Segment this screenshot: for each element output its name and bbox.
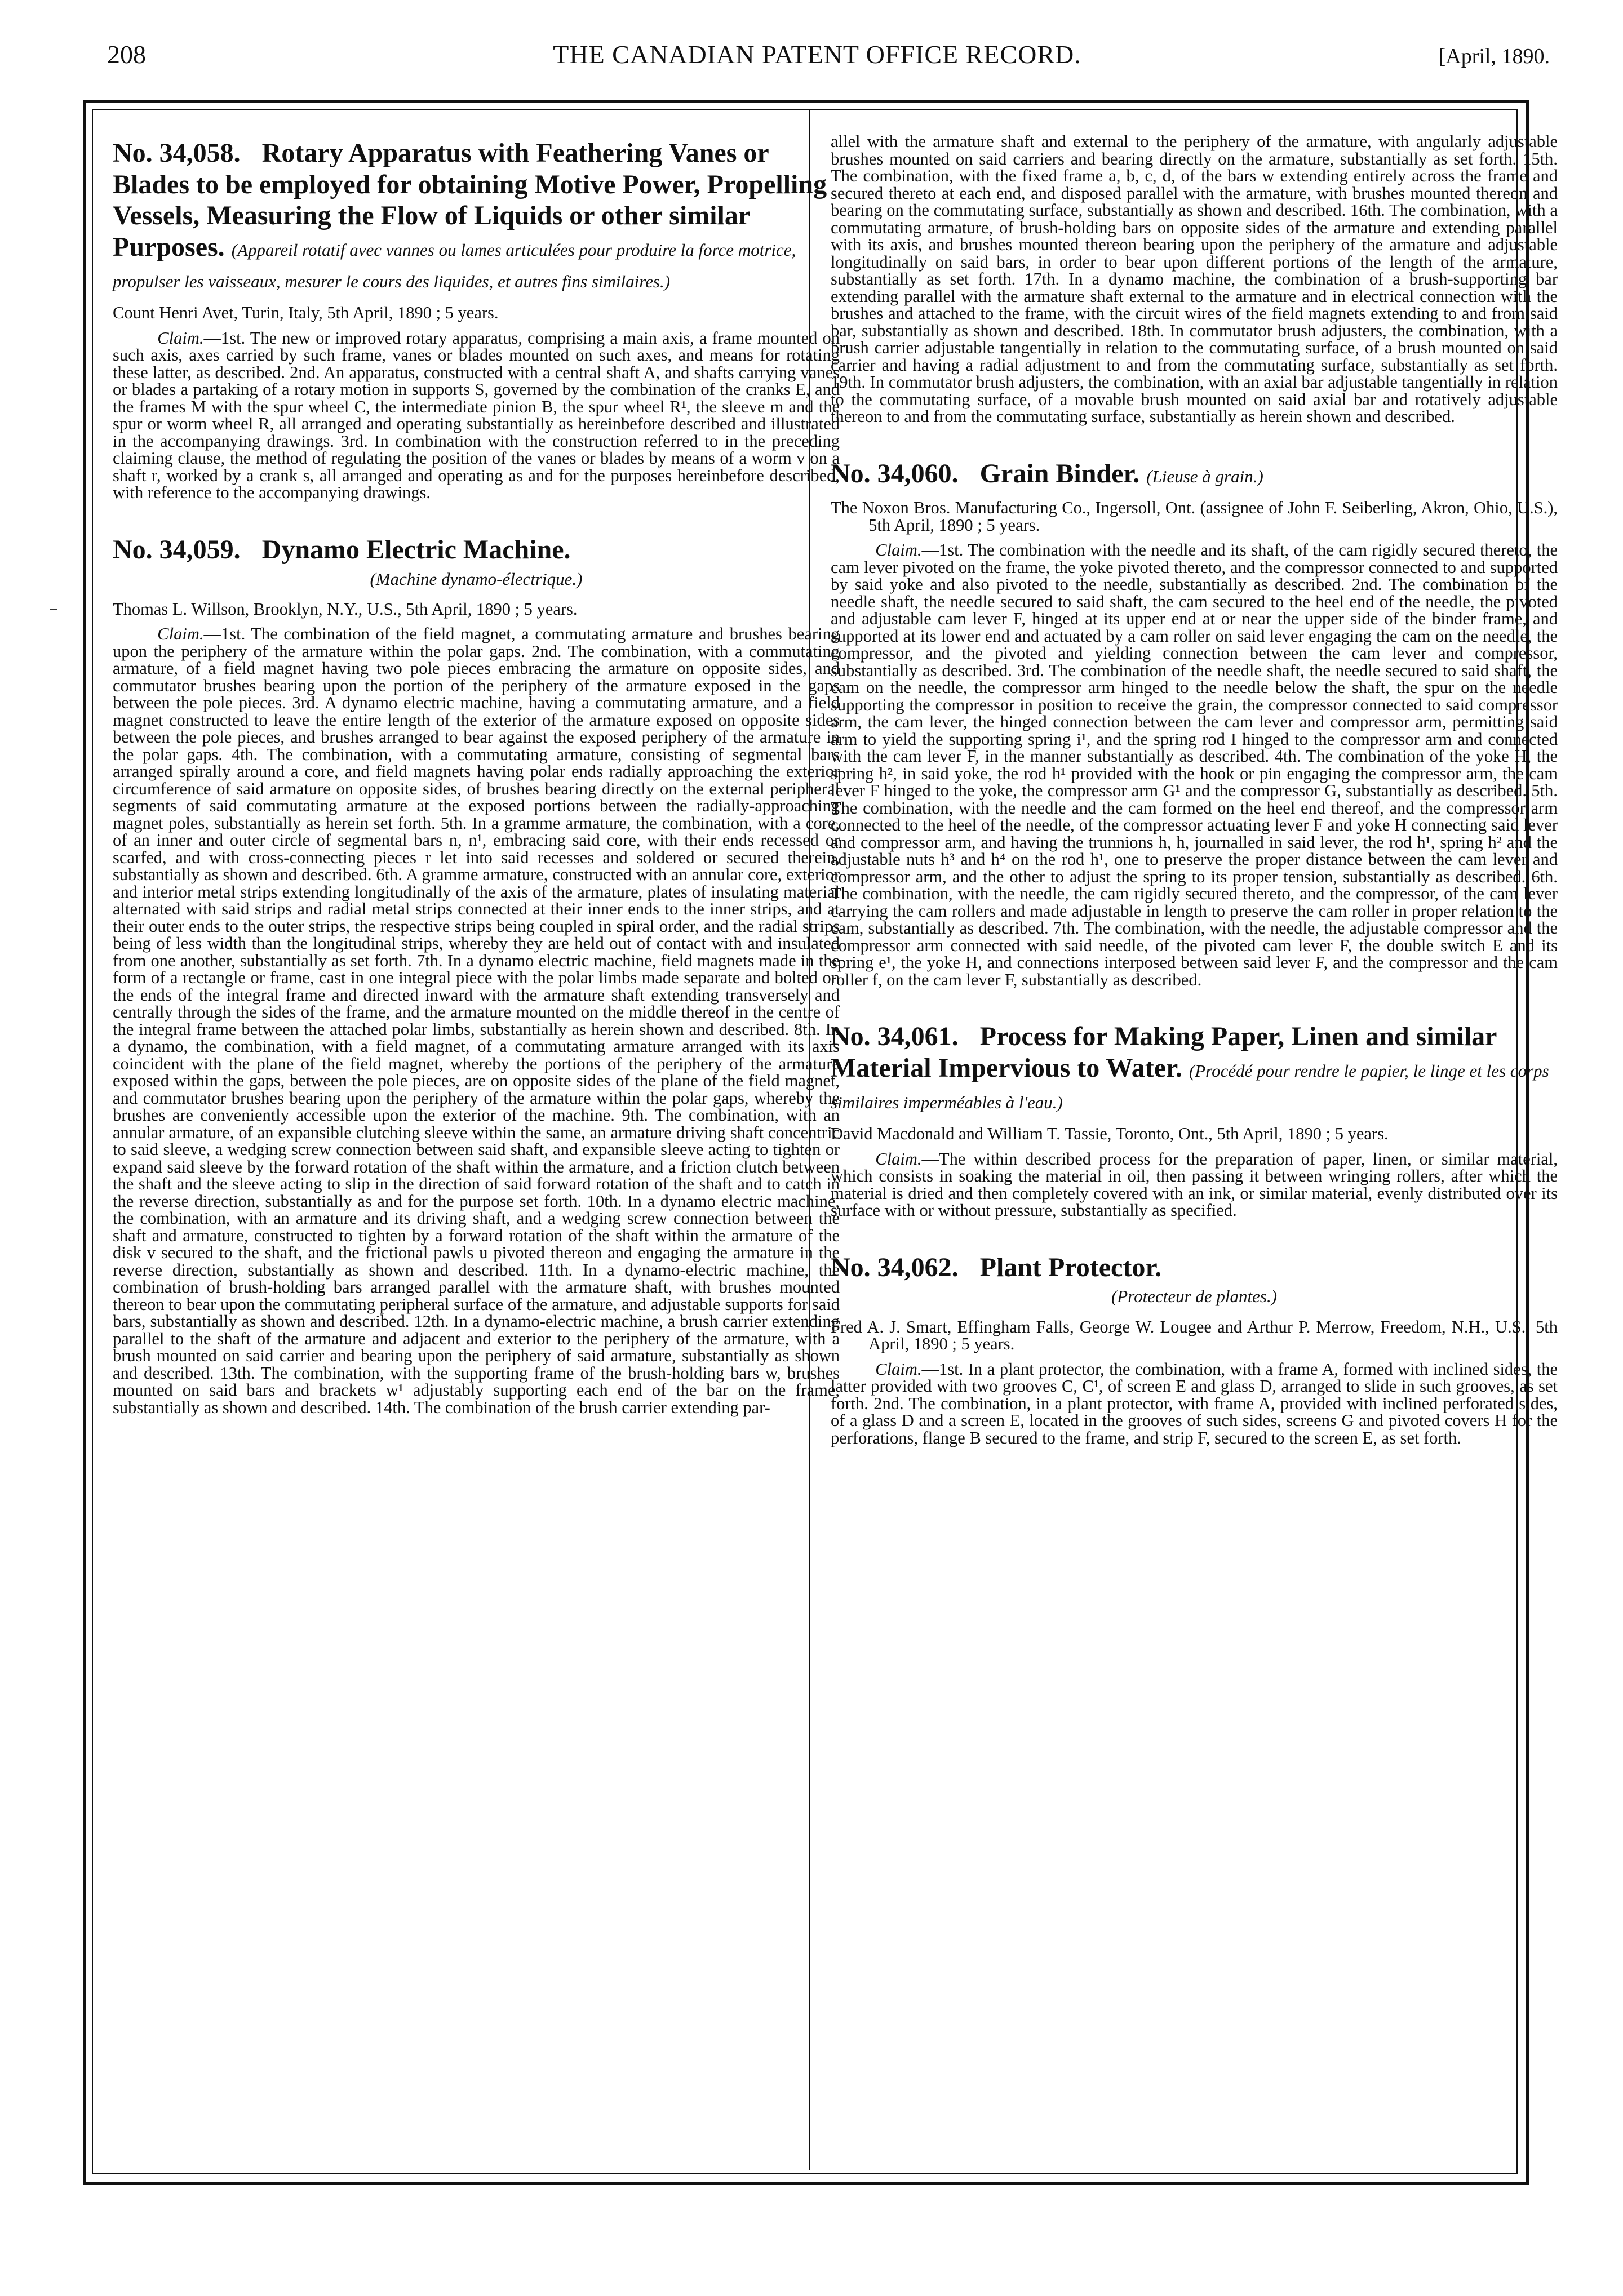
french-title: (Lieuse à grain.) [1146,466,1263,486]
running-head [85,39,1550,85]
entry-heading [831,1021,1558,1115]
right-column [831,133,1558,1446]
patent-number: No. 34,059. [113,534,241,565]
patent-title: Dynamo Electric Machine. [261,534,571,565]
claim-paragraph [831,541,1558,988]
applicant: Count Henri Avet, Turin, Italy, 5th April, 1890 ; 5 years. [113,303,499,323]
french-title: (Machine dynamo-électrique.) [370,569,583,589]
patent-number: No. 34,061. [831,1022,959,1052]
claim-label: Claim. [157,328,204,348]
french-title: (Procédé pour rendre le papier, le linge et les corps similaires imperméables à l'eau.) [831,1060,1549,1112]
issue-date: [April, 1890. [1438,45,1550,68]
claim-text: —1st. The new or improved rotary apparatus, comprising a main axis, a frame mounted on such axis, axes carried by such frame, vanes or blades mounted on such axes, and means for rotating these latter, as described. 2nd. An apparatus, constructed with a central shaft A, and shafts carrying vanes or blades a partaking of a rotary motion in supports S, governed by the combination of the cranks E, and the frames M with the spur wheel C, the intermediate pinion B, the spur wheel R¹, the sleeve m and the spur or worm wheel R, all arranged and operating substantially as hereinbefore described and illustrated in the accompanying drawings. 3rd. In combination with the construction referred to in the preceding claiming clause, the method of regulating the position of the vanes or blades by means of a worm v on a shaft r, worked by a crank s, all arranged and operating as and for the purposes hereinbefore described, with reference to the accompanying drawings. [113,328,840,503]
claim-label: Claim. [875,1149,922,1169]
claim-paragraph [113,625,840,1416]
patent-entry-34058 [113,137,840,501]
applicant: The Noxon Bros. Manufacturing Co., Ingersoll, Ont. (assignee of John F. Seiberling, Akron, Ohio, U.S.), 5th April, 1890 ; 5 years. [831,498,1558,535]
patent-title: Rotary Apparatus with Feathering Vanes or Blades to be employed for obtaining Motive Power, Propelling Vessels, Measuring the Flow of Liquids or other similar Purposes. [113,138,827,263]
entry-heading [113,534,840,566]
french-title: (Appareil rotatif avec vannes ou lames articulées pour produire la force motrice, propulser les vaisseaux, mesurer le cours des liquides, et autres fins similaires.) [113,240,796,291]
patent-entry-34062 [831,1252,1558,1446]
patent-entry-34060 [831,458,1558,989]
claim-paragraph [831,1151,1558,1219]
patent-title: Grain Binder. [979,458,1140,488]
french-title: (Protecteur de plantes.) [1111,1286,1278,1307]
patent-number: No. 34,062. [831,1252,959,1282]
patent-title: Plant Protector. [979,1252,1162,1282]
applicant: David Macdonald and William T. Tassie, Toronto, Ont., 5th April, 1890 ; 5 years. [831,1124,1389,1144]
claim-label: Claim. [875,1359,922,1379]
applicant: Thomas L. Willson, Brooklyn, N.Y., U.S., 5th April, 1890 ; 5 years. [113,599,578,619]
left-column [113,133,840,1416]
claim-text: —1st. The combination with the needle and its shaft, of the cam rigidly secured thereto, the cam lever pivoted on the frame, the yoke pivoted thereto, and the compressor connected to and supported by said yoke and also pivoted to the needle, substantially as described. 2nd. The combination of the needle shaft, the needle secured to said shaft, the cam secured to the heel end of the needle, the pivoted and adjustable cam lever F, hinged at its upper end at or near the upper side of the binder frame, and supported at its lower end and actuated by a cam roller on said lever engaging the cam on the needle, the compressor, and the pivoted and yielding connection between the cam lever and compressor, substantially as described. 3rd. The combination of the needle shaft, the needle secured to said shaft, the cam on the needle, the compressor arm hinged to the needle below the shaft, the spur on the needle supporting the compressor in position to receive the grain, the compressor connected to said compressor arm, the cam lever, the hinged connection between the cam lever and compressor arm, permitting said arm to yield the supporting spring i¹, and the spring rod I hinged to the compressor arm and connected with the cam lever F, in the manner substantially as described. 4th. The combination of the yoke H, the spring h², in said yoke, the rod h¹ provided with the hook or pin engaging the compressor arm, the cam lever F hinged to the yoke, the compressor arm G¹ and the compressor G, substantially as described. 5th. The combination, with the needle and the cam formed on the heel end thereof, and the compressor arm connected to the heel of the needle, of the compressor actuating lever F and yoke H connecting said lever and compressor arm, and having the trunnions h, h, journalled in said lever, the rod h¹, spring h² and the adjustable nuts h³ and h⁴ on the rod h¹, one to preserve the proper distance between the cam lever and compressor arm, and the other to adjust the spring to its proper tension, substantially as described. 6th. The combination, with the needle, the cam rigidly secured thereto, and the compressor, of the cam lever carrying the cam rollers and made adjustable in length to preserve the cam roller in proper relation to the cam, substantially as described. 7th. The combination, with the needle, the adjustable compressor and the compressor arm connected with said needle, of the pivoted cam lever F, the double switch E and its spring e¹, the yoke H, and connections interposed between said lever F, and the compressor and the cam roller f, on the cam lever F, substantially as described. [831,540,1558,989]
claim-text: —1st. The combination of the field magnet, a commutating armature and brushes bearing upon the periphery of the armature within the polar gaps. 2nd. The combination, with a commutating armature, of a field magnet having two pole pieces embracing the armature on opposite sides, and commutator brushes bearing upon the portion of the periphery of the armature exposed in the gaps between the pole pieces. 3rd. A dynamo electric machine, having a commutating armature, and a field magnet constructed to leave the entire length of the exterior of the armature exposed on opposite sides between the pole pieces, and brushes arranged to bear against the exposed periphery of the armature in the polar gaps. 4th. The combination, with a commutating armature, consisting of segmental bars arranged spirally around a core, and field magnets having polar ends radially approaching the exterior circumference of said armature on opposite sides, of brushes bearing directly on the external peripheral segments of said commutating armature at the exposed portions between the radially-approaching magnet poles, substantially as herein set forth. 5th. In a gramme armature, the combination, with a core, of an inner and outer circle of segmental bars n, n¹, embracing said core, with their ends recessed or scarfed, and with cross-connecting pieces r let into said recesses and soldered or secured therein, substantially as shown and described. 6th. A gramme armature, constructed with an annular core, exterior and interior metal strips extending longitudinally of the axis of the armature, plates of insulating material alternated with said strips and radial metal strips connected at their inner ends to the inner strips, and at their outer ends to the outer strips, the respective strips being coupled in spiral order, and the radial strips being of less width than the longitudinal strips, whereby they are held out of contact with and insulated from one another, substantially as set forth. 7th. In a dynamo electric machine, field magnets made in the form of a rectangle or frame, cast in one integral piece with the polar limbs made separate and bolted on the ends of the integral frame and directed inward with the armature shaft extending transversely and centrally through the sides of the frame, and the armature mounted on the middle thereof in the centre of the integral frame between the attached polar limbs, substantially as herein shown and described. 8th. In a dynamo, the combination, with a field magnet, of a commutating armature arranged with its axis coincident with the plane of the field magnet, whereby the portions of the periphery of the armature exposed within the gaps, between the pole pieces, are on opposite sides of the plane of the field magnet, and commutator brushes bearing upon the periphery of the armature within the polar gaps, whereby the brushes are conveniently accessible upon the exterior of the machine. 9th. The combination, with an annular armature, of an expansible clutching sleeve within the same, an armature driving shaft concentric to said sleeve, a wedging screw connection between said shaft, and expansible sleeve acting to tighten or expand said sleeve by the forward rotation of the shaft within the armature, and a friction clutch between the shaft and the sleeve acting to slip in the direction of said forward rotation of the shaft and to catch in the reverse direction, substantially as and for the purpose set forth. 10th. In a dynamo electric machine, the combination, with an armature and its driving shaft, and a wedging screw connection between the shaft and armature, constructed to tighten by a forward rotation of the shaft within the armature of the disk v secured to the shaft, and the frictional pawls u pivoted thereon and engaging the armature in the reverse direction, substantially as shown and described. 11th. In a dynamo-electric machine, the combination of brush-holding bars arranged parallel with the armature shaft, with brushes mounted thereon to bear upon the commutating peripheral surface of the armature, and adjustable supports for said bars, substantially as shown and described. 12th. In a dynamo-electric machine, a brush carrier extending parallel to the shaft of the armature and adjacent and exterior to the periphery of the armature, with a brush mounted on said carrier and bearing upon the periphery of said armature, substantially as shown and described. 13th. The combination, with the supporting frame of the brush-holding bars w, brushes mounted on said bars and brackets w¹ adjustably supporting each end of the bar on the frame, substantially as shown and described. 14th. The combination of the brush carrier extending par- [113,624,840,1417]
patent-entry-34059 [113,534,840,1416]
claim-label: Claim. [157,624,204,644]
patent-number: No. 34,060. [831,458,959,488]
entry-heading [831,1252,1558,1284]
claim-paragraph [113,330,840,501]
margin-mark [50,609,57,610]
claim-label: Claim. [875,540,922,560]
patent-entry-34061 [831,1021,1558,1219]
claim-text: —1st. In a plant protector, the combination, with a frame A, formed with inclined sides, the latter provided with two grooves C, C¹, of screen E and glass D, arranged to slide in such grooves, as set forth. 2nd. The combination, in a plant protector, with frame A, provided with inclined perforated sides, of a glass D and a screen E, located in the grooves of such sides, screens G and pivoted covers H for the perforations, flange B secured to the frame, and strip F, secured to the screen E, as set forth. [831,1359,1558,1447]
entry-heading [831,458,1558,490]
applicant: Fred A. J. Smart, Effingham Falls, George W. Lougee and Arthur P. Merrow, Freedom, N.H., U.S., 5th April, 1890 ; 5 years. [831,1317,1558,1354]
patent-number: No. 34,058. [113,138,241,168]
patent-title: Process for Making Paper, Linen and similar Material Impervious to Water. [831,1022,1497,1083]
claim-paragraph [831,1361,1558,1447]
journal-title: THE CANADIAN PATENT OFFICE RECORD. [553,40,1081,69]
claim-continuation: allel with the armature shaft and external to the periphery of the armature, with angularly adjustable brushes mounted on said carriers and bearing directly on the armature, substantially as set forth. 15th. The combination, with the fixed frame a, b, c, d, of the bars w extending entirely across the frame and secured thereto at each end, and disposed parallel with the armature, with brushes mounted thereon and bearing on the commutating surface, substantially as shown and described. 16th. The combination, with a commutating armature, of brush-holding bars on opposite sides of the armature and extending parallel with its axis, and brushes mounted thereon bearing upon the periphery of the armature and adjustable longitudinally on said bars, in order to bear upon different portions of the length of the armature, substantially as set forth. 17th. In a dynamo machine, the combination of a brush-supporting bar extending parallel with the armature shaft external to the armature and in electrical connection with the brushes and attached to the frame, with the circuit wires of the field magnets extending to and from said bar, substantially as shown and described. 18th. In commutator brush adjusters, the combination, with a brush carrier adjustable tangentially in relation to the commutating surface, of a brush mounted on said carrier and having a radial adjustment to and from the commutating surface, substantially as set forth. 19th. In commutator brush adjusters, the combination, with an axial bar adjustable tangentially in relation to the commutating surface, of a movable brush mounted on said axial bar and rotatively adjustable thereon to and from the commutating surface, substantially as herein shown and described. [831,132,1558,426]
claim-text: —The within described process for the preparation of paper, linen, or similar material, which consists in soaking the material in oil, then passing it between wringing rollers, after which the material is dried and then completely covered with an ink, or similar material, evenly distributed over its surface with or without pressure, substantially as specified. [831,1149,1558,1220]
entry-heading [113,137,840,294]
page-number: 208 [107,40,146,69]
